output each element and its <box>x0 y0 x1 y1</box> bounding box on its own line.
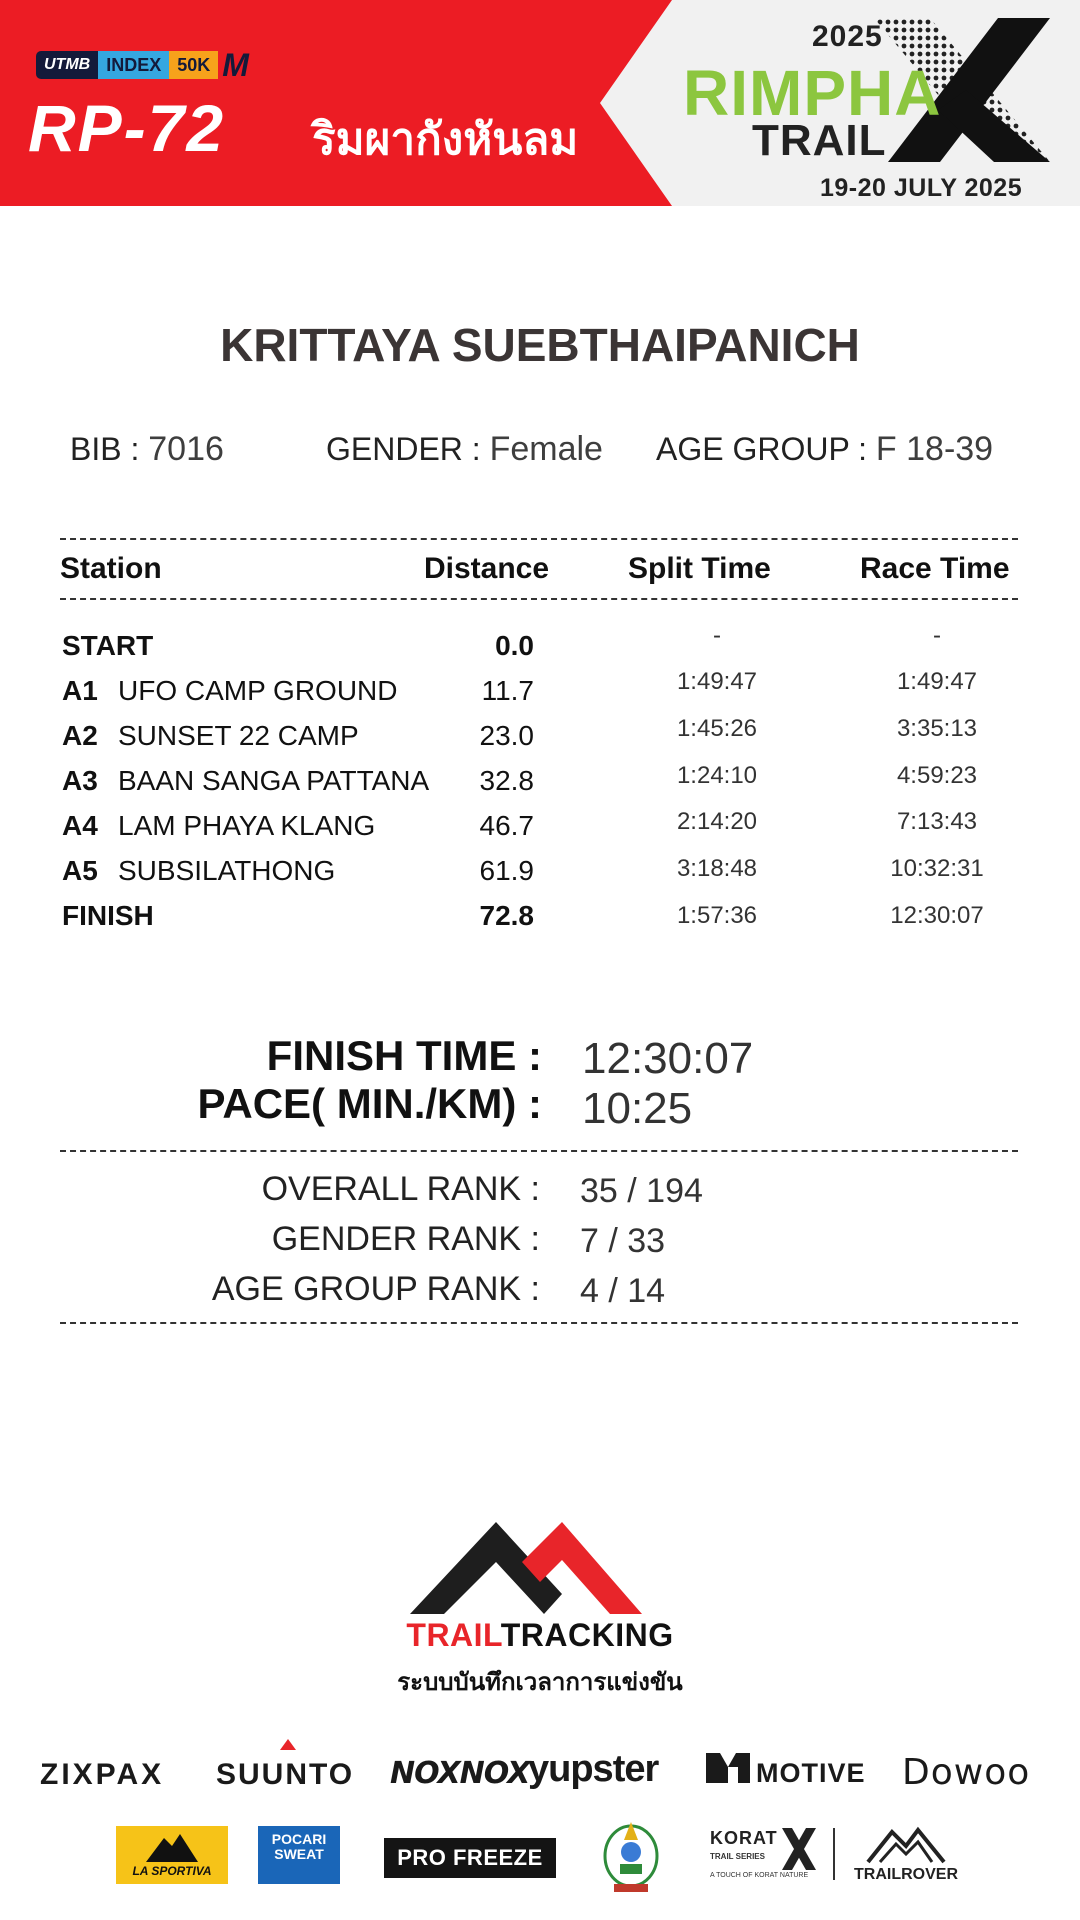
event-header <box>0 0 1080 206</box>
korat-title: KORAT <box>710 1828 778 1848</box>
split-time-cell: 1:49:47 <box>676 668 758 695</box>
station-code: A4 <box>62 810 98 841</box>
station-code: A5 <box>62 855 98 886</box>
split-time-cell: 1:45:26 <box>676 715 758 742</box>
sponsor-pocari-logo <box>258 1826 340 1884</box>
gender-rank-value: 7 / 33 <box>580 1222 666 1260</box>
race-time-cell: 3:35:13 <box>896 715 978 742</box>
distance-cell: 72.8 <box>479 900 534 931</box>
province-emblem-icon <box>600 1816 662 1896</box>
utmb-badge: UTMB <box>36 51 98 79</box>
age-group-rank-label: AGE GROUP RANK : <box>211 1270 540 1308</box>
athlete-name: KRITTAYA SUEBTHAIPANICH <box>220 319 860 371</box>
station-name: LAM PHAYA KLANG <box>118 810 376 841</box>
sponsor-zixpax-logo: ZIXPAX <box>40 1758 165 1791</box>
divider <box>60 1322 1018 1324</box>
split-time-cell: 1:24:10 <box>676 762 758 789</box>
divider <box>60 1150 1018 1152</box>
station-a3 <box>62 765 429 797</box>
sponsor-noxnox-logo: NOXNOX <box>390 1756 530 1791</box>
korat-tagline: A TOUCH OF KORAT NATURE <box>710 1872 809 1879</box>
finish-time-label: FINISH TIME : <box>266 1032 542 1079</box>
header-race-time: Race Time <box>860 552 1010 585</box>
overall-rank-value: 35 / 194 <box>580 1172 703 1210</box>
distance-cell: 23.0 <box>479 720 534 751</box>
distance-cell: 46.7 <box>479 810 534 841</box>
race-time-cell: 7:13:43 <box>896 808 978 835</box>
station-a1 <box>62 675 398 707</box>
race-time-cell: - <box>933 622 941 649</box>
pace-label: PACE( MIN./KM) : <box>197 1080 542 1127</box>
sponsor-profreeze-logo: PRO FREEZE <box>384 1838 556 1878</box>
station-name: FINISH <box>62 900 154 931</box>
distance-cell: 0.0 <box>495 630 534 661</box>
station-a2 <box>62 720 359 752</box>
gender-label: GENDER : <box>326 431 481 467</box>
sponsor-trailrover-logo <box>848 1822 964 1886</box>
trailtracking-red: TRAIL <box>406 1617 501 1653</box>
trailtracking-mountain-icon <box>410 1518 670 1618</box>
sponsor-suunto-logo: SUUNTO <box>216 1758 355 1791</box>
korat-subtitle: TRAIL SERIES <box>710 1852 765 1861</box>
m-badge: M <box>222 47 249 83</box>
motive-mark-icon <box>706 1753 750 1783</box>
station-name: SUNSET 22 CAMP <box>118 720 359 751</box>
distance-cell: 32.8 <box>479 765 534 796</box>
bib-info <box>70 430 224 469</box>
brand-name: RIMPHA <box>683 57 942 129</box>
station-name: START <box>62 630 154 661</box>
station-name: BAAN SANGA PATTANA <box>118 765 430 796</box>
split-time-cell: - <box>713 622 721 649</box>
station-start <box>62 630 153 662</box>
gender-rank-label: GENDER RANK : <box>271 1220 540 1258</box>
race-name: ริมผากังหันลม <box>312 114 579 165</box>
trailrover-text: TRAILROVER <box>854 1866 958 1883</box>
lasportiva-mountain-icon <box>146 1832 198 1862</box>
age-group-rank-value: 4 / 14 <box>580 1272 666 1310</box>
utmb-index-badge <box>36 47 253 83</box>
divider <box>60 598 1018 600</box>
trailrover-mountain-icon <box>866 1824 946 1864</box>
distance-cell: 11.7 <box>481 675 534 706</box>
sponsor-divider <box>833 1828 835 1880</box>
station-finish <box>62 900 154 932</box>
gender-value: Female <box>489 430 603 468</box>
split-time-cell: 3:18:48 <box>676 855 758 882</box>
station-code: A1 <box>62 675 98 706</box>
station-name: UFO CAMP GROUND <box>118 675 398 706</box>
station-a5 <box>62 855 335 887</box>
brand-sub: TRAIL <box>752 116 887 165</box>
trailtracking-black: TRACKING <box>500 1617 674 1653</box>
split-time-cell: 1:57:36 <box>676 902 758 929</box>
finish-time-value: 12:30:07 <box>582 1034 754 1083</box>
index-badge: INDEX <box>98 51 169 79</box>
station-code: A2 <box>62 720 98 751</box>
race-time-cell: 1:49:47 <box>896 668 978 695</box>
station-name: SUBSILATHONG <box>118 855 336 886</box>
suunto-triangle-icon <box>280 1739 296 1750</box>
age-group-info <box>656 430 993 469</box>
distance-badge: 50K <box>169 51 218 79</box>
age-group-label: AGE GROUP : <box>656 431 868 467</box>
bib-value: 7016 <box>148 430 224 468</box>
bib-label: BIB : <box>70 431 140 467</box>
race-code: RP-72 <box>28 91 226 165</box>
pocari-text: POCARI SWEAT <box>271 1831 327 1862</box>
gender-info <box>326 430 603 469</box>
race-time-cell: 4:59:23 <box>896 762 978 789</box>
sponsor-lasportiva-logo <box>116 1826 228 1884</box>
station-code: A3 <box>62 765 98 796</box>
sponsor-dowoo-logo: Dowoo <box>902 1752 1031 1793</box>
split-time-cell: 2:14:20 <box>676 808 758 835</box>
lasportiva-text: LA SPORTIVA <box>132 1864 212 1878</box>
header-station: Station <box>60 552 162 585</box>
event-date: 19-20 JULY 2025 <box>820 174 1023 202</box>
divider <box>60 538 1018 540</box>
age-group-value: F 18-39 <box>875 430 994 468</box>
station-a4 <box>62 810 375 842</box>
korat-x-icon <box>782 1828 816 1870</box>
pace-value: 10:25 <box>582 1084 693 1133</box>
header-distance: Distance <box>424 552 550 585</box>
distance-cell: 61.9 <box>479 855 534 886</box>
header-split-time: Split Time <box>628 552 771 585</box>
brand-year: 2025 <box>812 20 883 53</box>
sponsor-yupster-logo: yupster <box>528 1748 659 1790</box>
sponsor-motive-logo: MOTIVE <box>756 1758 866 1788</box>
trailtracking-wordmark <box>0 1617 1080 1654</box>
sponsor-korat-logo <box>710 1828 816 1884</box>
race-time-cell: 10:32:31 <box>890 855 984 882</box>
race-time-cell: 12:30:07 <box>890 902 984 929</box>
trailtracking-subtitle: ระบบบันทึกเวลาการแข่งขัน <box>397 1668 683 1696</box>
overall-rank-label: OVERALL RANK : <box>261 1170 540 1208</box>
